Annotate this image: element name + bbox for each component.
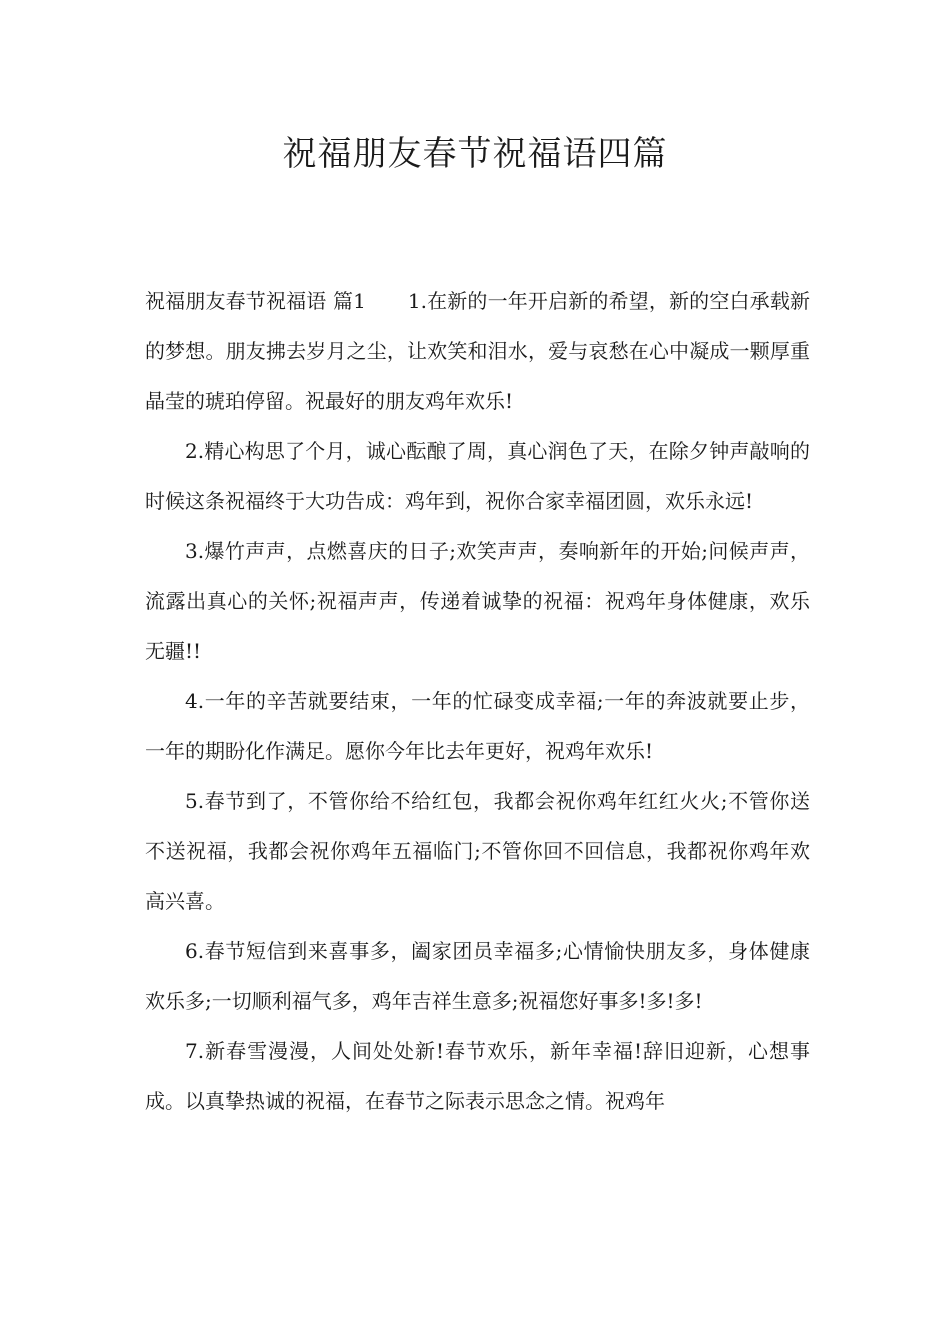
paragraph-text: 1.在新的一年开启新的希望，新的空白承载新的梦想。朋友拂去岁月之尘，让欢笑和泪水，爱与哀愁在心中凝成一颗厚重晶莹的琥珀停留。祝最好的朋友鸡年欢乐! [145, 289, 810, 413]
section-heading: 祝福朋友春节祝福语 篇1 [145, 289, 366, 313]
document-body [145, 276, 810, 1126]
document-title: 祝福朋友春节祝福语四篇 [282, 134, 668, 174]
paragraph-4: 4.一年的辛苦就要结束，一年的忙碌变成幸福;一年的奔波就要止步，一年的期盼化作满足。愿你今年比去年更好，祝鸡年欢乐! [145, 689, 810, 763]
paragraph-1 [145, 276, 810, 426]
paragraph-6: 6.春节短信到来喜事多，阖家团员幸福多;心情愉快朋友多，身体健康欢乐多;一切顺利福气多，鸡年吉祥生意多;祝福您好事多!多!多! [145, 939, 810, 1013]
paragraph-2: 2.精心构思了个月，诚心酝酿了周，真心润色了天，在除夕钟声敲响的时候这条祝福终于大功告成：鸡年到，祝你合家幸福团圆，欢乐永远! [145, 439, 810, 513]
paragraph-3: 3.爆竹声声，点燃喜庆的日子;欢笑声声，奏响新年的开始;问候声声，流露出真心的关怀;祝福声声，传递着诚挚的祝福：祝鸡年身体健康，欢乐无疆!! [145, 539, 810, 663]
paragraph-7: 7.新春雪漫漫，人间处处新!春节欢乐，新年幸福!辞旧迎新，心想事成。以真挚热诚的祝福，在春节之际表示思念之情。祝鸡年 [145, 1039, 810, 1113]
paragraph-5: 5.春节到了，不管你给不给红包，我都会祝你鸡年红红火火;不管你送不送祝福，我都会祝你鸡年五福临门;不管你回不回信息，我都祝你鸡年欢高兴喜。 [145, 789, 810, 913]
